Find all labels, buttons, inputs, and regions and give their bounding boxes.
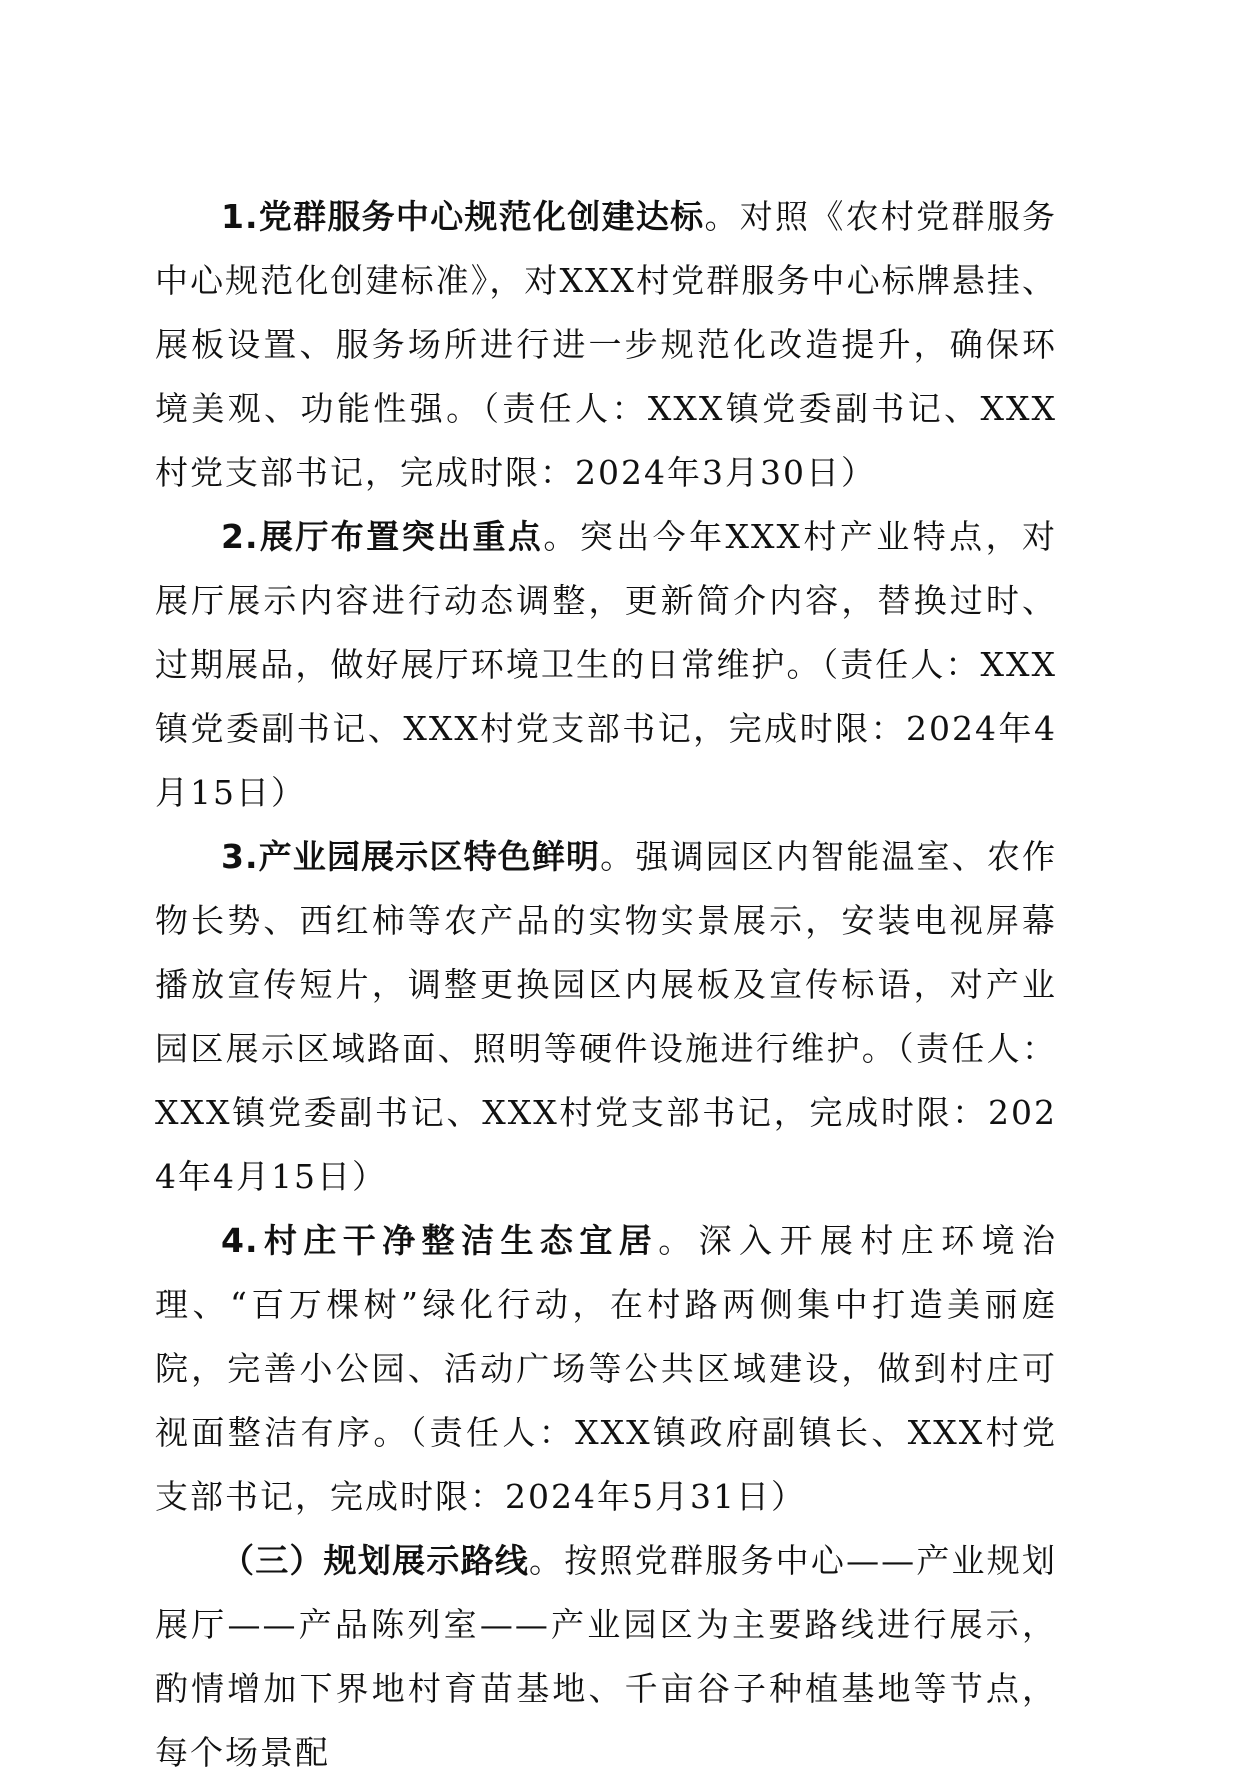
paragraph-body: 。对照《农村党群服务中心规范化创建标准》，对XXX村党群服务中心标牌悬挂、展板设置、服务场所进行进一步规范化改造提升，确保环境美观、功能性强。（责任人：XXX镇党委副书记、XXX村党支部书记，完成时限：2024年3月30日）: [155, 197, 1058, 492]
paragraph-heading: 1.党群服务中心规范化创建达标: [221, 197, 705, 236]
paragraph-body: 。突出今年XXX村产业特点，对展厅展示内容进行动态调整，更新简介内容，替换过时、过期展品，做好展厅环境卫生的日常维护。（责任人：XXX镇党委副书记、XXX村党支部书记，完成时限：2024年4月15日）: [155, 517, 1058, 812]
paragraph-heading: （三）规划展示路线: [221, 1541, 530, 1580]
paragraph-body: 。按照党群服务中心——产业规划展厅——产品陈列室——产业园区为主要路线进行展示，酌情增加下界地村育苗基地、千亩谷子种植基地等节点，每个场景配: [155, 1541, 1058, 1772]
paragraph-body: 。强调园区内智能温室、农作物长势、西红柿等农产品的实物实景展示，安装电视屏幕播放宣传短片，调整更换园区内展板及宣传标语，对产业园区展示区域路面、照明等硬件设施进行维护。（责任人：XXX镇党委副书记、XXX村党支部书记，完成时限：2024年4月15日）: [155, 837, 1057, 1196]
paragraph-body: 。深入开展村庄环境治理、“百万棵树”绿化行动，在村路两侧集中打造美丽庭院，完善小公园、活动广场等公共区域建设，做到村庄可视面整洁有序。（责任人：XXX镇政府副镇长、XXX村党支部书记，完成时限：2024年5月31日）: [155, 1221, 1058, 1516]
paragraph-heading: 4.村庄干净整洁生态宜居: [221, 1221, 659, 1260]
paragraph-party-service-center: [155, 185, 1057, 505]
paragraph-exhibition-hall: [155, 505, 1057, 825]
document-page: [155, 185, 1057, 1785]
paragraph-heading: 2.展厅布置突出重点: [221, 517, 544, 556]
paragraph-heading: 3.产业园展示区特色鲜明: [221, 837, 601, 876]
paragraph-industrial-park: [155, 825, 1057, 1209]
paragraph-village-environment: [155, 1209, 1057, 1529]
paragraph-display-route: [155, 1529, 1057, 1785]
